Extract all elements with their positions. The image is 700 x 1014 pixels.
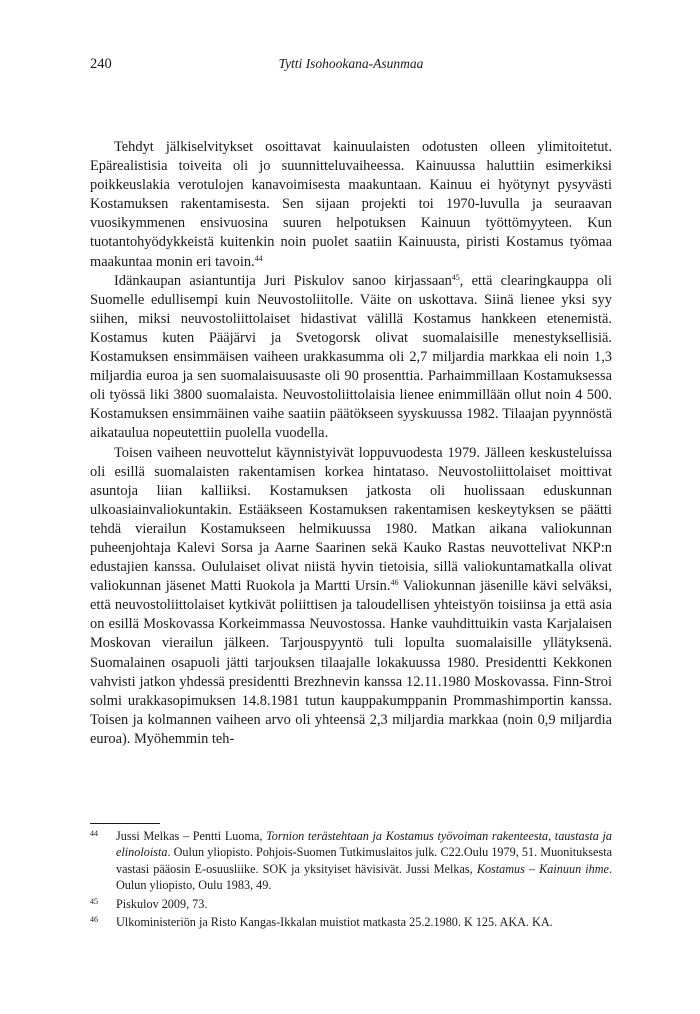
footnotes — [90, 828, 612, 932]
footnote-ref[interactable]: 45 — [451, 272, 460, 282]
paragraph: Toisen vaiheen neuvottelut käynnistyivät loppuvuodesta 1979. Jälleen keskusteluissa oli esillä suomalaisten rakentamisen korkea hintataso. Neuvostoliittolaiset moittivat asuntoja liian kalliiksi. Kostamuksen jatkosta oli huolissaan eduskunnan ulkoasiainvaliokuntakin. Estääkseen Kostamuksen rakentamisen keskeytyksen se päätti tehdä vierailun Kostamukseen helmikuussa 1980. Matkan aikana valiokunnan puheenjohtaja Kalevi Sorsa ja Aarne Saarinen sekä Kauko Rastas neuvottelivat NKP:n edustajien kanssa. Oululaiset olivat niistä hyvin tietoisia, sillä valiokuntamatkalla olivat valiokunnan jäsenet Matti Ruokola ja Martti Ursin.$^{46}$ Valiokunnan jäsenille kävi selväksi, että neuvostoliittolaiset kytkivät poliittisen ja taloudellisen yhteistyön toisiinsa ja että asia on esillä Moskovassa Korkeimmassa Neuvostossa. Hanke vauhdittuikin vasta Karjalaisen Moskovan vierailun jälkeen. Tarjouspyyntö tuli lopulta suomalaisille yllätyksenä. Suomalainen osapuoli jätti tarjouksen tilaajalle lokakuussa 1980. Presidentti Kekkonen vahvisti jatkon yhdessä presidentti Brezhnevin kanssa 12.11.1980 Moskovassa. Finn-Stroi solmi urakkasopimuksen 14.8.1981 tutun kauppakumppanin Prommashimportin kanssa. Toisen ja kolmannen vaiheen arvo oli yhteensä 2,3 miljardia markkaa (noin 0,9 miljardia euroa). Myöhemmin teh- — [90, 444, 612, 747]
footnote: 44 Jussi Melkas – Pentti Luoma, Tornion terästehtaan ja Kostamus työvoiman rakenteesta, taustasta ja elinoloista. Oulun yliopisto. Pohjois-Suomen Tutkimuslaitos julk. C22.Oulu 1979, 51. Muonituksesta vastasi pääosin E-osuusliike. SOK ja yksityiset hävisivät. Jussi Melkas, Kostamus – Kainuun ihme. Oulun yliopisto, Oulu 1983, 49. — [90, 829, 612, 893]
paragraph: Idänkaupan asiantuntija Juri Piskulov sanoo kirjassaan$^{45}$, että clearingkauppa oli Suomelle edullisempi kuin Neuvostoliitolle. Väite on uskottava. Siinä lienee yksi syy siihen, miksi neuvostoliittolaiset hidastivat välillä Kostamus hankkeen etenemistä. Kostamus kuten Pääjärvi ja Svetogorsk olivat suomalaisille menestyksellisiä. Kostamuksen ensimmäisen vaiheen urakkasumma oli 2,7 miljardia markkaa eli noin 1,3 miljardia euroa ja sen suomalaisuusaste oli 90 prosenttia. Parhaimmillaan Kostamuksessa oli työssä liki 3800 suomalaista. Neuvostoliittolaisia lienee enimmillään ollut noin 4 500. Kostamuksen ensimmäinen vaihe saatiin päätökseen syyskuussa 1982. Tilaajan pyynnöstä aikataulua nopeutettiin puolella vuodella. — [90, 272, 612, 442]
footnote: 46 Ulkoministeriön ja Risto Kangas-Ikkalan muistiot matkasta 25.2.1980. K 125. AKA. KA. — [90, 915, 553, 930]
footnote-divider — [90, 823, 160, 824]
paragraph: Tehdyt jälkiselvitykset osoittavat kainuulaisten odotusten olleen ylimitoitetut. Epärealistisia toiveita oli jo suunnitteluvaiheessa. Kainuussa haluttiin esimerkiksi poikkeuslakia verotulojen kanavoimisesta maakuntaan. Kainuu ei hyötynyt pysyvästi Kostamuksen rakentamisesta. Sen sijaan projekti toi 1970-luvulla ja seuraavan vuosikymmenen ensivuosina suuren helpotuksen Kainuun työttömyyteen. Kun tuotantohyödykkeistä kuitenkin noin puolet saatiin Kainuusta, piristi Kostamus työmaa maakuntaa monin eri tavoin.$^{44}$ — [90, 139, 612, 270]
footnote-number: 44 — [90, 829, 98, 838]
page-number: 240 — [90, 56, 112, 72]
footnote: 45 Piskulov 2009, 73. — [90, 896, 208, 911]
footnote-number: 46 — [90, 915, 98, 925]
body-text — [90, 138, 612, 749]
footnote-ref[interactable]: 46 — [390, 578, 399, 588]
footnote-ref[interactable]: 44 — [254, 253, 263, 263]
running-head: Tytti Isohookana-Asunmaa — [278, 56, 424, 71]
footnote-number: 45 — [90, 896, 98, 906]
page-header — [90, 56, 612, 76]
